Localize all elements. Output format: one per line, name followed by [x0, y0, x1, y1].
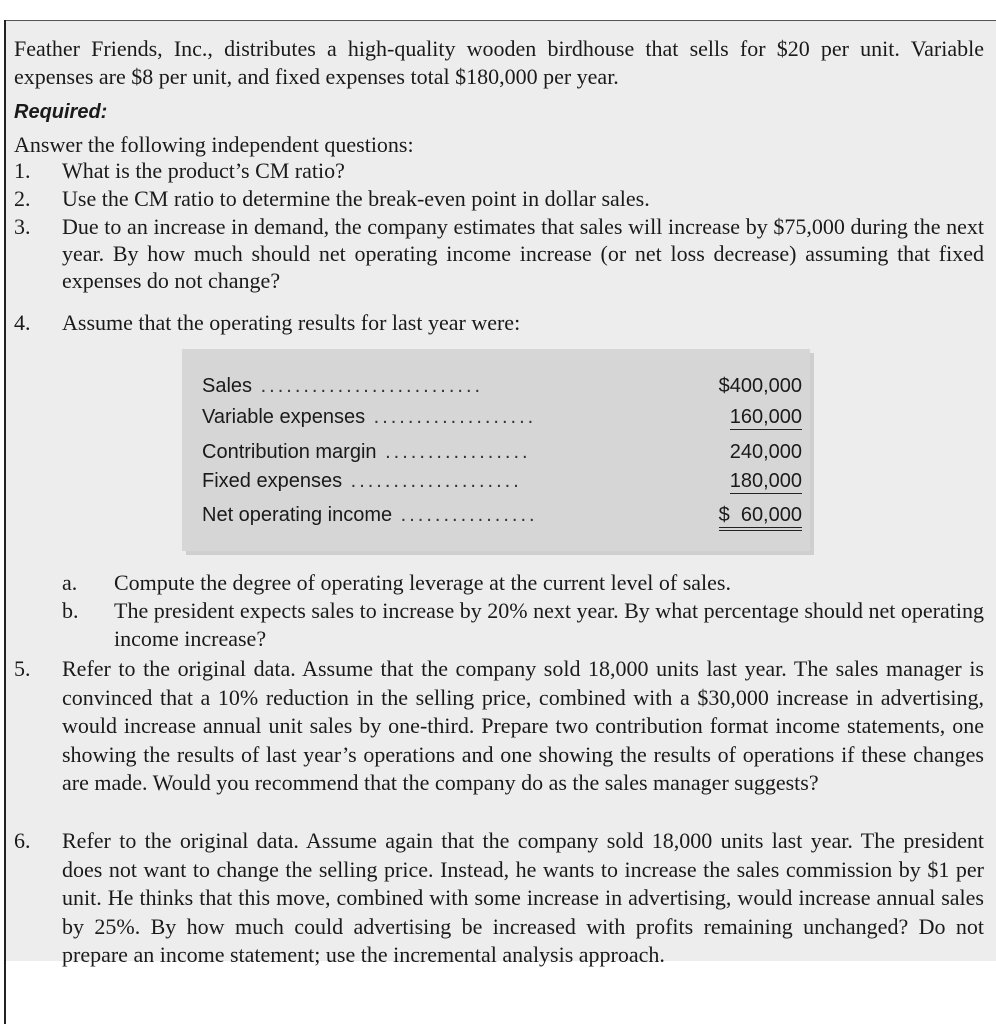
row-label: Fixed expenses [202, 470, 343, 492]
question-number: 6. [14, 828, 31, 853]
row-label: Sales [202, 375, 253, 397]
question-2 [14, 185, 984, 213]
question-text: Assume that the operating results for last year were: [62, 310, 521, 335]
required-heading: Required: [14, 101, 108, 123]
question-text: What is the product’s CM ratio? [62, 158, 345, 183]
income-row-sales: Sales .......................... $400,000 [202, 375, 802, 397]
row-label: Contribution margin [202, 441, 377, 463]
row-label: Variable expenses [202, 406, 366, 428]
question-6 [14, 827, 984, 970]
row-amount: 180,000 [729, 470, 802, 492]
subquestion-letter: a. [62, 570, 78, 595]
income-row-fixed-expenses: Fixed expenses .................... 180,000 [202, 470, 802, 492]
question-text: Use the CM ratio to determine the break-even point in dollar sales. [62, 186, 650, 211]
subquestion-text: The president expects sales to increase by 20% next year. By what percentage should net operating income increase? [114, 598, 984, 651]
subquestion-a [14, 569, 984, 597]
question-3 [14, 213, 984, 294]
income-row-contribution-margin: Contribution margin ................. 240,000 [202, 441, 802, 463]
question-text: Due to an increase in demand, the company estimates that sales will increase by $75,000 during the next year. By how much should net operating income increase (or net loss decrease) assuming that fixed expenses do not change? [62, 214, 984, 293]
question-number: 2. [14, 186, 31, 211]
row-amount: $ 60,000 [719, 504, 802, 531]
row-amount: 160,000 [729, 406, 802, 428]
instruction-text: Answer the following independent questions: [14, 132, 414, 157]
question-5 [14, 655, 984, 798]
row-amount: $400,000 [718, 375, 802, 397]
question-text: Refer to the original data. Assume again that the company sold 18,000 units last year. The president does not want to change the selling price. Instead, he wants to increase the sales commission by $1 per unit. He thinks that this move, combined with some increase in advertising, would increase annual sales by 25%. By how much could advertising be increased with profits remaining unchanged? Do not prepare an income statement; use the incremental analysis approach. [62, 828, 984, 967]
question-1 [14, 157, 984, 185]
income-statement-table [182, 349, 810, 551]
question-number: 4. [14, 310, 31, 335]
subquestion-text: Compute the degree of operating leverage at the current level of sales. [114, 570, 731, 595]
row-amount: 240,000 [729, 441, 802, 463]
question-number: 3. [14, 214, 31, 239]
problem-intro: Feather Friends, Inc., distributes a high-quality wooden birdhouse that sells for $20 per unit. Variable expenses are $8 per unit, and fixed expenses total $180,000 per year. [14, 36, 984, 89]
question-4 [14, 309, 984, 337]
subquestion-letter: b. [62, 598, 79, 623]
question-text: Refer to the original data. Assume that the company sold 18,000 units last year. The sales manager is convinced that a 10% reduction in the selling price, combined with a $30,000 increase in advertising, would increase annual unit sales by one-third. Prepare two contribution format income statements, one showing the results of last year’s operations and one showing the results of operations if these changes are made. Would you recommend that the company do as the sales manager suggests? [62, 656, 984, 795]
income-row-net-operating-income: Net operating income ................ $ 60,000 [202, 504, 802, 530]
question-number: 1. [14, 158, 31, 183]
income-row-variable-expenses: Variable expenses ................... 160,000 [202, 406, 802, 428]
question-number: 5. [14, 656, 31, 681]
subquestion-b [14, 597, 984, 653]
row-label: Net operating income [202, 504, 393, 526]
problem-document [6, 20, 996, 967]
